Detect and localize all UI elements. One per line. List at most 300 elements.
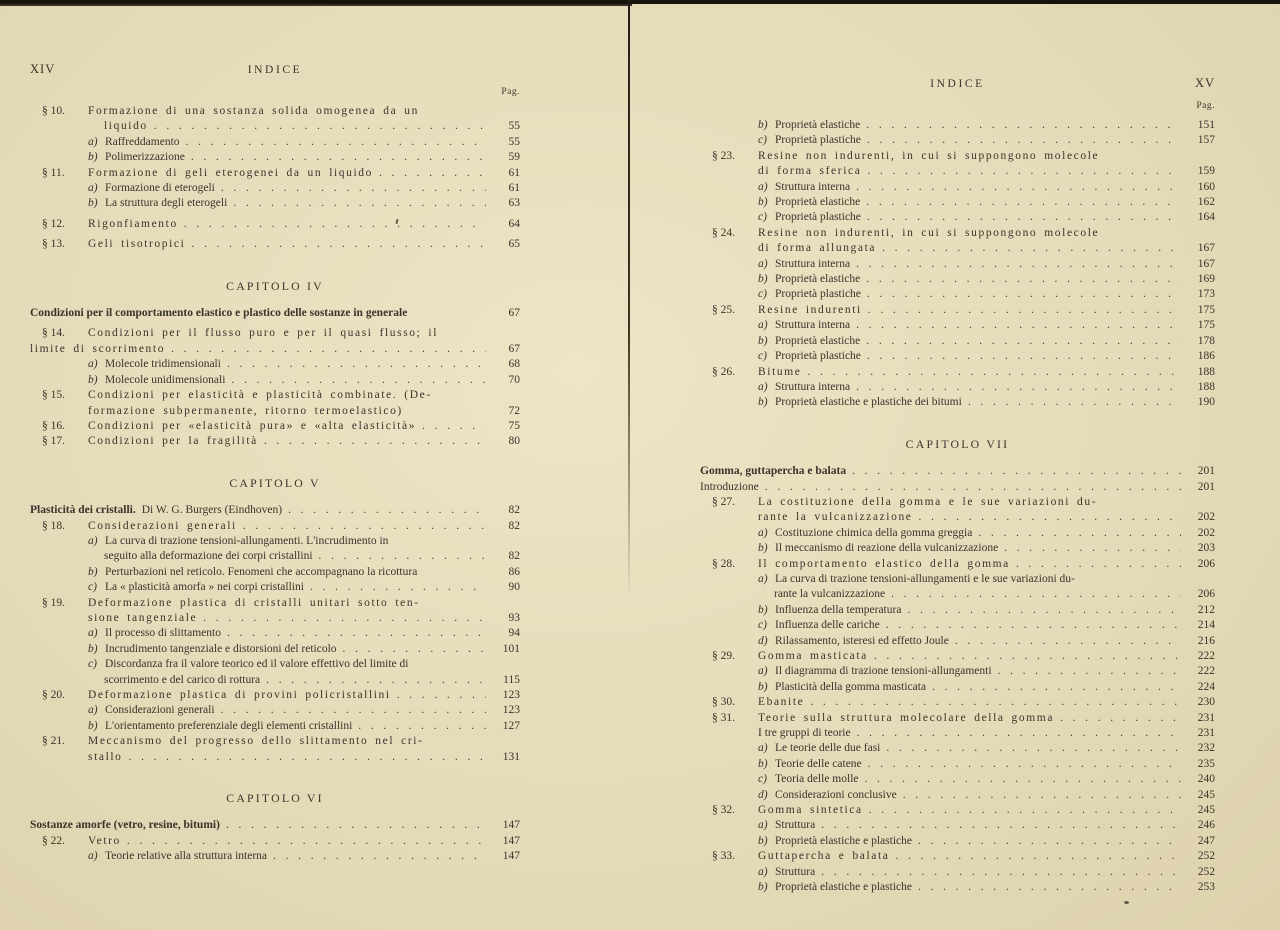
page-number: 162 xyxy=(1197,196,1215,209)
toc-line xyxy=(700,395,1215,410)
entry-text: Proprietà elastiche e plastiche dei bitumi xyxy=(775,396,962,409)
dot-leader xyxy=(226,818,486,833)
page-number: 175 xyxy=(1197,319,1215,332)
toc-section-line xyxy=(700,849,1215,864)
toc-line xyxy=(700,272,1215,287)
dot-leader xyxy=(867,133,1181,148)
entry-text: Struttura interna xyxy=(775,257,851,270)
toc-line xyxy=(30,565,520,580)
toc-line xyxy=(700,865,1215,880)
subitem-label: b) xyxy=(758,119,768,131)
entry-text: Teorie delle catene xyxy=(775,757,862,770)
toc-line xyxy=(700,772,1215,787)
entry-text: Discordanza fra il valore teorico ed il valore effettivo del limite di xyxy=(105,658,409,671)
subitem-label: b) xyxy=(88,642,98,655)
dot-leader xyxy=(184,217,486,232)
entry-text: stallo xyxy=(88,750,123,763)
entry-text: Struttura interna xyxy=(775,319,851,332)
toc-section-line xyxy=(30,166,520,181)
entry-text: Teorie sulla struttura molecolare della gomma xyxy=(758,711,1055,724)
page-number: 59 xyxy=(508,151,520,164)
folio-number: XIV xyxy=(30,62,56,76)
page-number: 147 xyxy=(502,819,520,832)
page-number: 169 xyxy=(1197,273,1215,286)
dot-leader xyxy=(191,150,486,165)
subitem-label: b) xyxy=(88,565,98,578)
entry-text: I tre gruppi di teorie xyxy=(758,727,851,740)
ink-speck xyxy=(1124,901,1129,904)
toc-line xyxy=(30,642,520,657)
page-number: 188 xyxy=(1197,365,1215,378)
page-number: 70 xyxy=(508,373,520,386)
page-number: 75 xyxy=(508,419,520,432)
page-number: 55 xyxy=(508,120,520,133)
subitem-label: b) xyxy=(758,196,768,209)
entry-text: Molecole unidimensionali xyxy=(105,373,226,386)
toc-section-line xyxy=(700,365,1215,380)
toc-section-line xyxy=(30,834,520,849)
entry-text: Proprietà plastiche xyxy=(775,350,861,363)
toc-line xyxy=(30,357,520,372)
subitem-label: b) xyxy=(758,757,768,770)
toc-line xyxy=(700,380,1215,395)
page-number: 201 xyxy=(1197,465,1215,478)
dot-leader xyxy=(907,603,1181,618)
page-left xyxy=(30,62,520,865)
dot-leader xyxy=(319,549,486,564)
entry-text: Proprietà elastiche e plastiche xyxy=(775,881,912,894)
dot-leader xyxy=(856,318,1181,333)
entry-text: Condizioni per la fragilità xyxy=(88,435,258,448)
dot-leader xyxy=(422,419,486,434)
dot-leader xyxy=(1016,557,1181,572)
page-number: 67 xyxy=(508,307,520,320)
entry-text: Gomma masticata xyxy=(758,650,868,662)
toc-line xyxy=(700,164,1215,179)
entry-text: Proprietà elastiche xyxy=(775,273,861,286)
subitem-label: b) xyxy=(88,373,98,386)
page-number: 61 xyxy=(508,182,520,195)
dot-leader xyxy=(852,464,1181,479)
pag-column-label: Pag. xyxy=(1196,101,1215,111)
section-label: § 24. xyxy=(712,226,735,239)
entry-text: Plasticità della gomma masticata xyxy=(775,680,927,693)
page-number: 175 xyxy=(1197,303,1215,316)
page-number: 214 xyxy=(1197,619,1215,632)
entry-text: scorrimento e del carico di rottura xyxy=(104,673,261,686)
page-number: 252 xyxy=(1197,850,1215,863)
dot-leader xyxy=(227,626,486,641)
entry-text: Teorie relative alla struttura interna xyxy=(105,850,268,863)
entry-text: La « plasticità amorfa » nei corpi cristallini xyxy=(105,581,304,594)
page-number: 245 xyxy=(1197,804,1215,817)
dot-leader xyxy=(821,865,1181,880)
toc-list-right xyxy=(700,118,1215,896)
page-number: 55 xyxy=(508,135,520,148)
page-number: 164 xyxy=(1197,211,1215,224)
toc-section-line xyxy=(30,217,520,232)
toc-section-line xyxy=(30,388,520,403)
entry-text: Molecole tridimensionali xyxy=(105,358,221,371)
page-number: 82 xyxy=(508,504,520,517)
toc-line xyxy=(700,210,1215,225)
dot-leader xyxy=(127,834,486,849)
toc-line xyxy=(30,673,520,688)
toc-line xyxy=(30,534,520,549)
dot-leader xyxy=(203,611,486,626)
toc-line xyxy=(30,373,520,388)
page-number: 65 xyxy=(508,238,520,251)
scan-top-edge-left xyxy=(0,0,632,6)
toc-line xyxy=(30,342,520,357)
dot-leader xyxy=(129,750,486,765)
entry-text-secondary: Di W. G. Burgers (Eindhoven) xyxy=(141,504,283,517)
section-label: § 32. xyxy=(712,804,735,817)
entry-text: di forma allungata xyxy=(758,242,877,255)
entry-text: Proprietà elastiche e plastiche xyxy=(775,834,912,847)
entry-text: L'orientamento preferenziale degli elementi cristallini xyxy=(105,719,353,732)
page-number: 101 xyxy=(502,642,520,655)
entry-text: La curva di trazione tensioni-allungamenti. L'incrudimento in xyxy=(105,534,389,547)
toc-section-line xyxy=(700,495,1215,510)
entry-text: Formazione di geli eterogenei da un liquido xyxy=(88,166,373,179)
toc-line xyxy=(700,464,1215,479)
page-number: 147 xyxy=(502,834,520,847)
section-label: § 29. xyxy=(712,650,735,662)
subitem-label: a) xyxy=(758,665,768,678)
page-number: 167 xyxy=(1197,242,1215,255)
toc-line xyxy=(700,603,1215,618)
dot-leader xyxy=(358,719,486,734)
page-number: 231 xyxy=(1197,711,1215,724)
page-number: 222 xyxy=(1197,665,1215,678)
subitem-label: c) xyxy=(758,773,767,786)
toc-line xyxy=(700,480,1215,495)
dot-leader xyxy=(765,480,1181,495)
dot-leader xyxy=(273,849,486,864)
entry-text: sione tangenziale xyxy=(88,611,198,624)
folio-number: XV xyxy=(1194,76,1215,90)
entry-text: Bitume xyxy=(758,365,802,378)
section-label: § 23. xyxy=(712,149,735,162)
page-number: 224 xyxy=(1197,680,1215,693)
page-number: 131 xyxy=(502,750,520,763)
page-number: 231 xyxy=(1197,727,1215,740)
subitem-label: a) xyxy=(88,627,98,640)
dot-leader xyxy=(221,181,486,196)
page-number: 82 xyxy=(508,519,520,532)
entry-text: Il processo di slittamento xyxy=(105,627,221,640)
dot-leader xyxy=(264,434,486,449)
entry-text: Proprietà plastiche xyxy=(775,211,861,224)
toc-line xyxy=(30,503,520,518)
entry-text: Ebanite xyxy=(758,696,805,709)
entry-text: Geli tisotropici xyxy=(88,238,186,251)
dot-leader xyxy=(867,210,1181,225)
toc-line xyxy=(30,580,520,595)
toc-line xyxy=(700,834,1215,849)
page-number: 245 xyxy=(1197,788,1215,801)
page-right xyxy=(700,76,1215,896)
section-label: § 33. xyxy=(712,850,735,863)
toc-line xyxy=(700,510,1215,525)
subitem-label: b) xyxy=(758,881,768,894)
entry-text: formazione subpermanente, ritorno termoelastico) xyxy=(88,404,403,417)
dot-leader xyxy=(919,510,1182,525)
dot-leader xyxy=(882,241,1181,256)
entry-text: liquido xyxy=(104,120,148,133)
subitem-label: a) xyxy=(758,319,768,332)
toc-line xyxy=(30,181,520,196)
dot-leader xyxy=(867,287,1181,302)
toc-line xyxy=(700,680,1215,695)
entry-text: Struttura interna xyxy=(775,180,851,193)
page-number: 246 xyxy=(1197,819,1215,832)
subitem-label: a) xyxy=(758,819,768,832)
entry-text: Struttura xyxy=(775,819,816,832)
toc-line xyxy=(30,626,520,641)
toc-section-line xyxy=(30,519,520,534)
section-label: § 31. xyxy=(712,711,735,724)
dot-leader xyxy=(379,166,486,181)
section-label: § 28. xyxy=(712,557,735,570)
toc-section-line xyxy=(700,711,1215,726)
toc-line xyxy=(700,241,1215,256)
toc-line xyxy=(30,703,520,718)
entry-text: Perturbazioni nel reticolo. Fenomeni che accompagnano la ricottura xyxy=(105,565,418,578)
dot-leader xyxy=(886,741,1181,756)
running-title: INDICE xyxy=(930,78,985,90)
subitem-label: b) xyxy=(88,719,98,732)
entry-text: Formazione di una sostanza solida omogenea da un xyxy=(88,105,419,117)
toc-line xyxy=(700,664,1215,679)
toc-line xyxy=(700,818,1215,833)
entry-text: La curva di trazione tensioni-allungamenti e le sue variazioni du- xyxy=(775,572,1075,585)
section-label: § 13. xyxy=(42,238,65,251)
toc-section-line xyxy=(30,419,520,434)
toc-line xyxy=(700,318,1215,333)
page-number: 202 xyxy=(1197,511,1215,524)
subitem-label: b) xyxy=(758,273,768,286)
toc-section-line xyxy=(30,734,520,749)
page-number: 201 xyxy=(1197,480,1215,493)
toc-section-line xyxy=(700,149,1215,164)
entry-text: Considerazioni generali xyxy=(88,519,237,532)
subitem-label: b) xyxy=(758,603,768,616)
toc-line xyxy=(700,587,1215,602)
entry-text: Il meccanismo di reazione della vulcanizzazione xyxy=(775,542,999,555)
entry-text: Il diagramma di trazione tensioni-allungamenti xyxy=(775,665,992,678)
dot-leader xyxy=(233,196,486,211)
entry-text: Proprietà plastiche xyxy=(775,288,861,301)
section-label: § 22. xyxy=(42,834,65,847)
toc-section-line xyxy=(30,434,520,449)
entry-text: Resine indurenti xyxy=(758,303,862,316)
entry-text: Gomma sintetica xyxy=(758,804,863,817)
toc-section-line xyxy=(700,649,1215,664)
subitem-label: a) xyxy=(758,257,768,270)
toc-section-line xyxy=(30,326,520,341)
dot-leader xyxy=(807,365,1181,380)
dot-leader xyxy=(866,272,1181,287)
page-number: 72 xyxy=(508,404,520,417)
section-label: § 30. xyxy=(712,696,735,709)
section-label: § 17. xyxy=(42,435,65,448)
dot-leader xyxy=(1060,711,1181,726)
page-fold-line xyxy=(628,0,630,600)
dot-leader xyxy=(955,634,1181,649)
entry-text: Rilassamento, isteresi ed effetto Joule xyxy=(775,634,949,647)
toc-section-line xyxy=(30,688,520,703)
subitem-label: a) xyxy=(88,358,98,371)
entry-text: Teoria delle molle xyxy=(775,773,859,786)
toc-list-left xyxy=(30,104,520,865)
dot-leader xyxy=(867,164,1181,179)
entry-text: Condizioni per elasticità e plasticità combinate. (De- xyxy=(88,389,432,402)
section-label: § 26. xyxy=(712,365,735,378)
entry-text: di forma sferica xyxy=(758,165,862,178)
toc-line xyxy=(30,135,520,150)
toc-line xyxy=(700,541,1215,556)
entry-text: Proprietà elastiche xyxy=(775,196,861,209)
toc-line xyxy=(700,880,1215,895)
entry-text: Influenza delle cariche xyxy=(775,619,880,632)
chapter-heading: CAPITOLO V xyxy=(229,475,321,490)
entry-text: Proprietà elastiche xyxy=(775,334,861,347)
page-number: 206 xyxy=(1197,588,1215,601)
subitem-label: b) xyxy=(758,834,768,847)
dot-leader xyxy=(903,788,1181,803)
subitem-label: d) xyxy=(758,634,768,647)
page-number: 68 xyxy=(508,358,520,371)
subitem-label: b) xyxy=(758,680,768,693)
toc-line xyxy=(700,118,1215,133)
subitem-label: c) xyxy=(758,211,767,224)
toc-line xyxy=(700,257,1215,272)
dot-leader xyxy=(857,726,1181,741)
entry-text: Vetro xyxy=(88,834,121,847)
dot-leader xyxy=(231,373,486,388)
entry-text: Il comportamento elastico della gomma xyxy=(758,557,1010,570)
entry-text: Proprietà plastiche xyxy=(775,134,861,147)
dot-leader xyxy=(866,118,1181,133)
page-number: 86 xyxy=(508,565,520,578)
toc-line xyxy=(700,133,1215,148)
page-number: 90 xyxy=(508,581,520,594)
subitem-label: c) xyxy=(758,350,767,363)
toc-section-line xyxy=(30,596,520,611)
subitem-label: a) xyxy=(88,850,98,863)
page-number: 151 xyxy=(1197,119,1215,131)
entry-text: Condizioni per il flusso puro e per il quasi flusso; il xyxy=(88,327,439,340)
page-number: 82 xyxy=(508,550,520,563)
entry-text: Deformazione plastica di cristalli unitari sotto ten- xyxy=(88,596,420,609)
dot-leader xyxy=(1004,541,1181,556)
section-label: § 14. xyxy=(42,327,65,340)
toc-line xyxy=(30,818,520,833)
entry-text: Struttura xyxy=(775,865,816,878)
entry-text: La struttura degli eterogeli xyxy=(105,197,228,210)
subitem-label: c) xyxy=(88,658,97,671)
page-number: 232 xyxy=(1197,742,1215,755)
dot-leader xyxy=(874,649,1181,664)
toc-line xyxy=(30,549,520,564)
section-label: § 25. xyxy=(712,303,735,316)
entry-text: Considerazioni generali xyxy=(105,704,215,717)
toc-line xyxy=(30,750,520,765)
page-number: 61 xyxy=(508,166,520,179)
page-number: 253 xyxy=(1197,881,1215,894)
entry-text: Struttura interna xyxy=(775,380,851,393)
toc-line xyxy=(700,180,1215,195)
section-label: § 15. xyxy=(42,389,65,402)
dot-leader xyxy=(866,334,1181,349)
page-number: 173 xyxy=(1197,288,1215,301)
entry-text: seguito alla deformazione dei corpi cristallini xyxy=(104,550,313,563)
subitem-label: a) xyxy=(758,742,768,755)
subitem-label: b) xyxy=(758,396,768,409)
entry-text: Incrudimento tangenziale e distorsioni del reticolo xyxy=(105,642,337,655)
entry-text: Considerazioni conclusive xyxy=(775,788,897,801)
subitem-label: c) xyxy=(758,134,767,147)
page-number: 203 xyxy=(1197,542,1215,555)
entry-text: Deformazione plastica di provini policristallini xyxy=(88,689,391,701)
subitem-label: b) xyxy=(758,334,768,347)
dot-leader xyxy=(868,303,1181,318)
dot-leader xyxy=(998,664,1181,679)
dot-leader xyxy=(221,703,486,718)
dot-leader xyxy=(968,395,1181,410)
page-number: 63 xyxy=(508,197,520,210)
entry-text: Rigonfiamento xyxy=(88,217,178,230)
subitem-label: d) xyxy=(758,788,768,801)
toc-section-line xyxy=(700,226,1215,241)
page-number: 127 xyxy=(502,719,520,732)
page-number: 235 xyxy=(1197,757,1215,770)
chapter-heading: CAPITOLO IV xyxy=(226,278,324,293)
subitem-label: c) xyxy=(758,288,767,301)
running-title: INDICE xyxy=(247,64,303,76)
page-number: 147 xyxy=(502,850,520,863)
toc-line xyxy=(700,334,1215,349)
dot-leader xyxy=(932,680,1181,695)
section-label: § 20. xyxy=(42,689,65,701)
dot-leader xyxy=(856,380,1181,395)
page-number: 167 xyxy=(1197,257,1215,270)
subitem-label: a) xyxy=(88,135,98,148)
page-number: 206 xyxy=(1197,557,1215,570)
dot-leader xyxy=(397,688,486,703)
dot-leader xyxy=(896,849,1182,864)
toc-line xyxy=(30,306,520,321)
page-number: 94 xyxy=(508,627,520,640)
page-number: 123 xyxy=(502,704,520,717)
toc-line xyxy=(30,849,520,864)
toc-section-line xyxy=(700,557,1215,572)
toc-section-line xyxy=(700,803,1215,818)
dot-leader xyxy=(288,503,486,518)
dot-leader xyxy=(227,357,486,372)
page-number: 157 xyxy=(1197,134,1215,147)
dot-leader xyxy=(978,526,1181,541)
dot-leader xyxy=(310,580,486,595)
toc-section-line xyxy=(700,695,1215,710)
toc-line xyxy=(700,726,1215,741)
page-number: 186 xyxy=(1197,350,1215,363)
toc-line xyxy=(700,287,1215,302)
subitem-label: a) xyxy=(758,380,768,393)
entry-text: limite di scorrimento xyxy=(30,342,166,355)
